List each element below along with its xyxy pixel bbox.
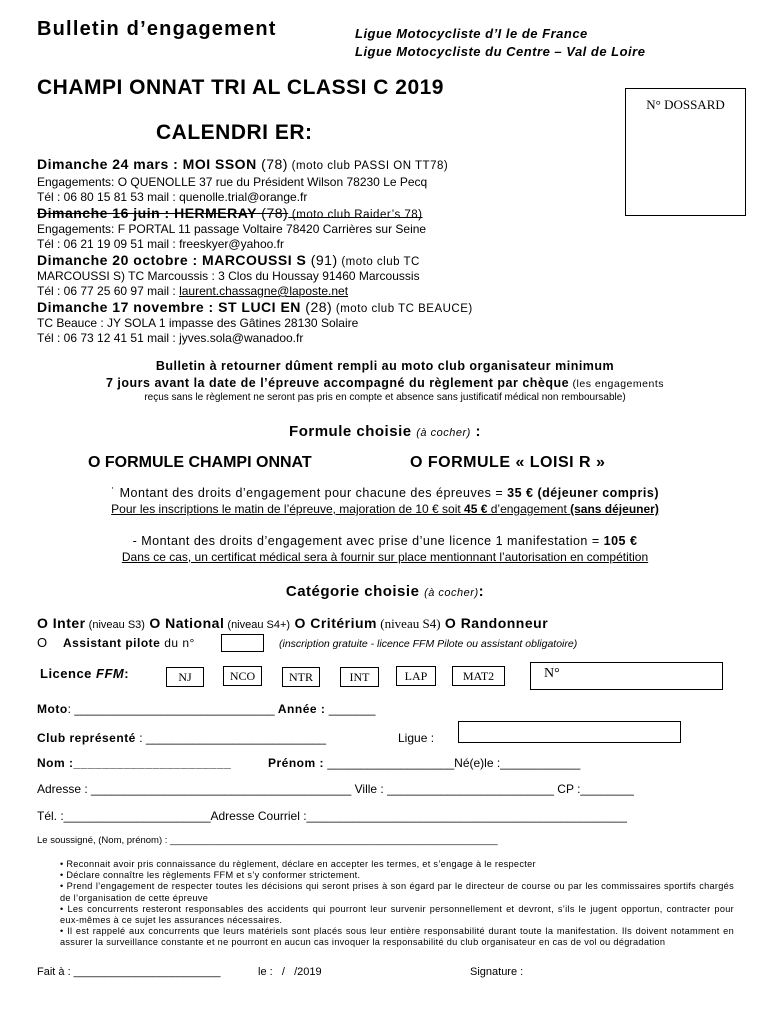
event-1-engagements: Engagements: O QUENOLLE 37 rue du Président Wilson 78230 Le Pecq bbox=[37, 175, 428, 189]
licence-label: Licence FFM: bbox=[40, 666, 130, 681]
declaration-item: • Il est rappelé aux concurrents que leurs matériels sont placés sous leur entière responsabilité durant toute la manifestation. Ils doivent notamment en assurer la surveillance constante et ne pourront en aucun cas invoquer la responsabilité du club organisateur en cas de vol ou dégradation bbox=[60, 926, 734, 948]
prenom-field[interactable]: ___________________Né(e)le :____________ bbox=[324, 756, 581, 770]
formula-championnat-option[interactable]: O FORMULE CHAMPI ONNAT bbox=[88, 454, 312, 471]
event-3-heading: Dimanche 20 octobre : MARCOUSSI S (91) (moto club TC bbox=[37, 252, 420, 268]
declaration-item: • Les concurrents resteront responsables des accidents qui pourront leur survenir personnellement et devront, s’ils le jugent opportun, contracter pour eux-mêmes à ce sujet les assurances nécessaires. bbox=[60, 903, 734, 926]
dossard-label: N° DOSSARD bbox=[646, 97, 725, 112]
championship-title: CHAMPI ONNAT TRI AL CLASSI C 2019 bbox=[37, 76, 444, 99]
calendar-title: CALENDRI ER: bbox=[156, 121, 313, 144]
declaration-item: • Déclare connaître les règlements FFM et s’y conformer strictement. bbox=[60, 870, 361, 881]
adresse-field[interactable]: Adresse : _______________________________________ Ville : _________________________ CP :________ bbox=[37, 782, 634, 796]
category-row: O Inter (niveau S3) O National (niveau S4+) O Critérium (niveau S4) O Randonneur bbox=[37, 615, 549, 631]
licence-number-field[interactable] bbox=[530, 662, 723, 690]
assistant-number-field[interactable] bbox=[221, 634, 264, 652]
event-2-heading: Dimanche 16 juin : HERMERAY (78) (moto club Raider’s 78) bbox=[37, 205, 423, 221]
formula-heading: Formule choisie (à cocher) : bbox=[289, 423, 481, 440]
formula-loisir-option[interactable]: O FORMULE « LOISI R » bbox=[410, 454, 606, 471]
assistant-note: (inscription gratuite - licence FFM Pilote ou assistant obligatoire) bbox=[279, 638, 578, 650]
licence-mat2-box[interactable]: MAT2 bbox=[452, 666, 505, 686]
category-inter-option[interactable]: O Inter bbox=[37, 615, 86, 631]
fee-line-4: Dans ce cas, un certificat médical sera à fournir sur place mentionnant l’autorisation en compétition bbox=[121, 550, 649, 564]
league-centre-val-de-loire: Ligue Motocycliste du Centre – Val de Loire bbox=[355, 44, 646, 59]
event-4-contact: Tél : 06 73 12 41 51 mail : jyves.sola@wanadoo.fr bbox=[37, 331, 304, 345]
fee-line-3: - Montant des droits d’engagement avec prise d’une licence 1 manifestation = 105 € bbox=[132, 534, 638, 548]
licence-lap-box[interactable]: LAP bbox=[396, 666, 436, 686]
assistant-radio[interactable]: O bbox=[37, 635, 48, 650]
event-3-address: MARCOUSSI S) TC Marcoussis : 3 Clos du Houssay 91460 Marcoussis bbox=[37, 269, 420, 283]
return-notice-line1: Bulletin à retourner dûment rempli au moto club organisateur minimum bbox=[155, 359, 615, 373]
fee-line-2: Pour les inscriptions le matin de l’épreuve, majoration de 10 € soit 45 € d’engagement (sans déjeuner) bbox=[111, 502, 659, 516]
category-national-option[interactable]: O National bbox=[144, 615, 225, 631]
moto-row: Moto: ______________________________ Année : _______ bbox=[37, 702, 376, 716]
nom-field[interactable]: Nom :______________________ bbox=[37, 756, 232, 770]
date-field[interactable]: le : / /2019 bbox=[258, 966, 322, 978]
licence-ntr-box[interactable]: NTR bbox=[282, 667, 320, 687]
fee-line-1: ˙ Montant des droits d’engagement pour chacune des épreuves = 35 € (déjeuner compris) bbox=[111, 486, 659, 500]
event-4-heading: Dimanche 17 novembre : ST LUCI EN (28) (moto club TC BEAUCE) bbox=[37, 299, 473, 315]
licence-nco-box[interactable]: NCO bbox=[223, 666, 262, 686]
event-4-address: TC Beauce : JY SOLA 1 impasse des Gâtines 28130 Solaire bbox=[37, 316, 359, 330]
return-notice-line2: 7 jours avant la date de l’épreuve accompagné du règlement par chèque (les engagements bbox=[105, 376, 664, 390]
return-notice-line3: reçus sans le règlement ne seront pas pris en compte et absence sans justificatif médical non remboursable) bbox=[144, 392, 626, 403]
form-title: Bulletin d’engagement bbox=[37, 18, 277, 40]
signature-label[interactable]: Signature : bbox=[470, 966, 524, 978]
event-2-contact: Tél : 06 21 19 09 51 mail : freeskyer@yahoo.fr bbox=[37, 237, 284, 251]
event-3-contact: Tél : 06 77 25 60 97 mail : laurent.chassagne@laposte.net bbox=[37, 284, 349, 298]
ligue-label: Ligue : bbox=[398, 731, 435, 745]
annee-field[interactable]: _______ bbox=[325, 702, 376, 716]
assistant-label: Assistant pilote du n° bbox=[63, 636, 195, 650]
declaration-item: • Prend l’engagement de respecter toutes les décisions qui seront prises à son égard par le directeur de course ou par les commissaires sportifs chargés de l’organisation de cette épreuve bbox=[60, 881, 734, 903]
licence-nj-box[interactable]: NJ bbox=[166, 667, 204, 687]
category-randonneur-option[interactable]: O Randonneur bbox=[440, 615, 549, 631]
fait-a-field[interactable]: Fait à : ________________________ bbox=[37, 966, 221, 978]
licence-number-label: N° bbox=[544, 666, 560, 681]
event-1-heading: Dimanche 24 mars : MOI SSON (78) (moto club PASSI ON TT78) bbox=[37, 156, 449, 172]
declaration-item: • Reconnait avoir pris connaissance du règlement, déclare en accepter les termes, et s’engage à le respecter bbox=[60, 859, 536, 869]
category-heading: Catégorie choisie (à cocher): bbox=[285, 583, 485, 600]
league-ile-de-france: Ligue Motocycliste d’I le de France bbox=[355, 26, 588, 41]
club-field[interactable]: : ___________________________ bbox=[135, 731, 327, 745]
category-criterium-option[interactable]: O Critérium bbox=[290, 615, 377, 631]
tel-email-field[interactable]: Tél. :______________________Adresse Courriel :________________________________________________ bbox=[37, 809, 627, 823]
dossard-box[interactable] bbox=[625, 88, 746, 216]
moto-field[interactable]: : ______________________________ bbox=[67, 702, 275, 716]
event-2-engagements: Engagements: F PORTAL 11 passage Voltaire 78420 Carrières sur Seine bbox=[37, 222, 427, 236]
prenom-row: Prénom : ___________________Né(e)le :____________ bbox=[268, 756, 581, 770]
event-1-contact: Tél : 06 80 15 81 53 mail : quenolle.trial@orange.fr bbox=[37, 190, 308, 204]
club-row: Club représenté : ___________________________ bbox=[37, 731, 327, 745]
soussigne-field[interactable]: Le soussigné, (Nom, prénom) : ______________________________________________________________ bbox=[37, 835, 498, 846]
name-row bbox=[37, 756, 231, 770]
declarations-list bbox=[60, 859, 734, 949]
licence-int-box[interactable]: INT bbox=[340, 667, 379, 687]
event-3-email-link[interactable]: laurent.chassagne@laposte.net bbox=[179, 284, 349, 298]
ligue-field[interactable] bbox=[458, 721, 681, 743]
